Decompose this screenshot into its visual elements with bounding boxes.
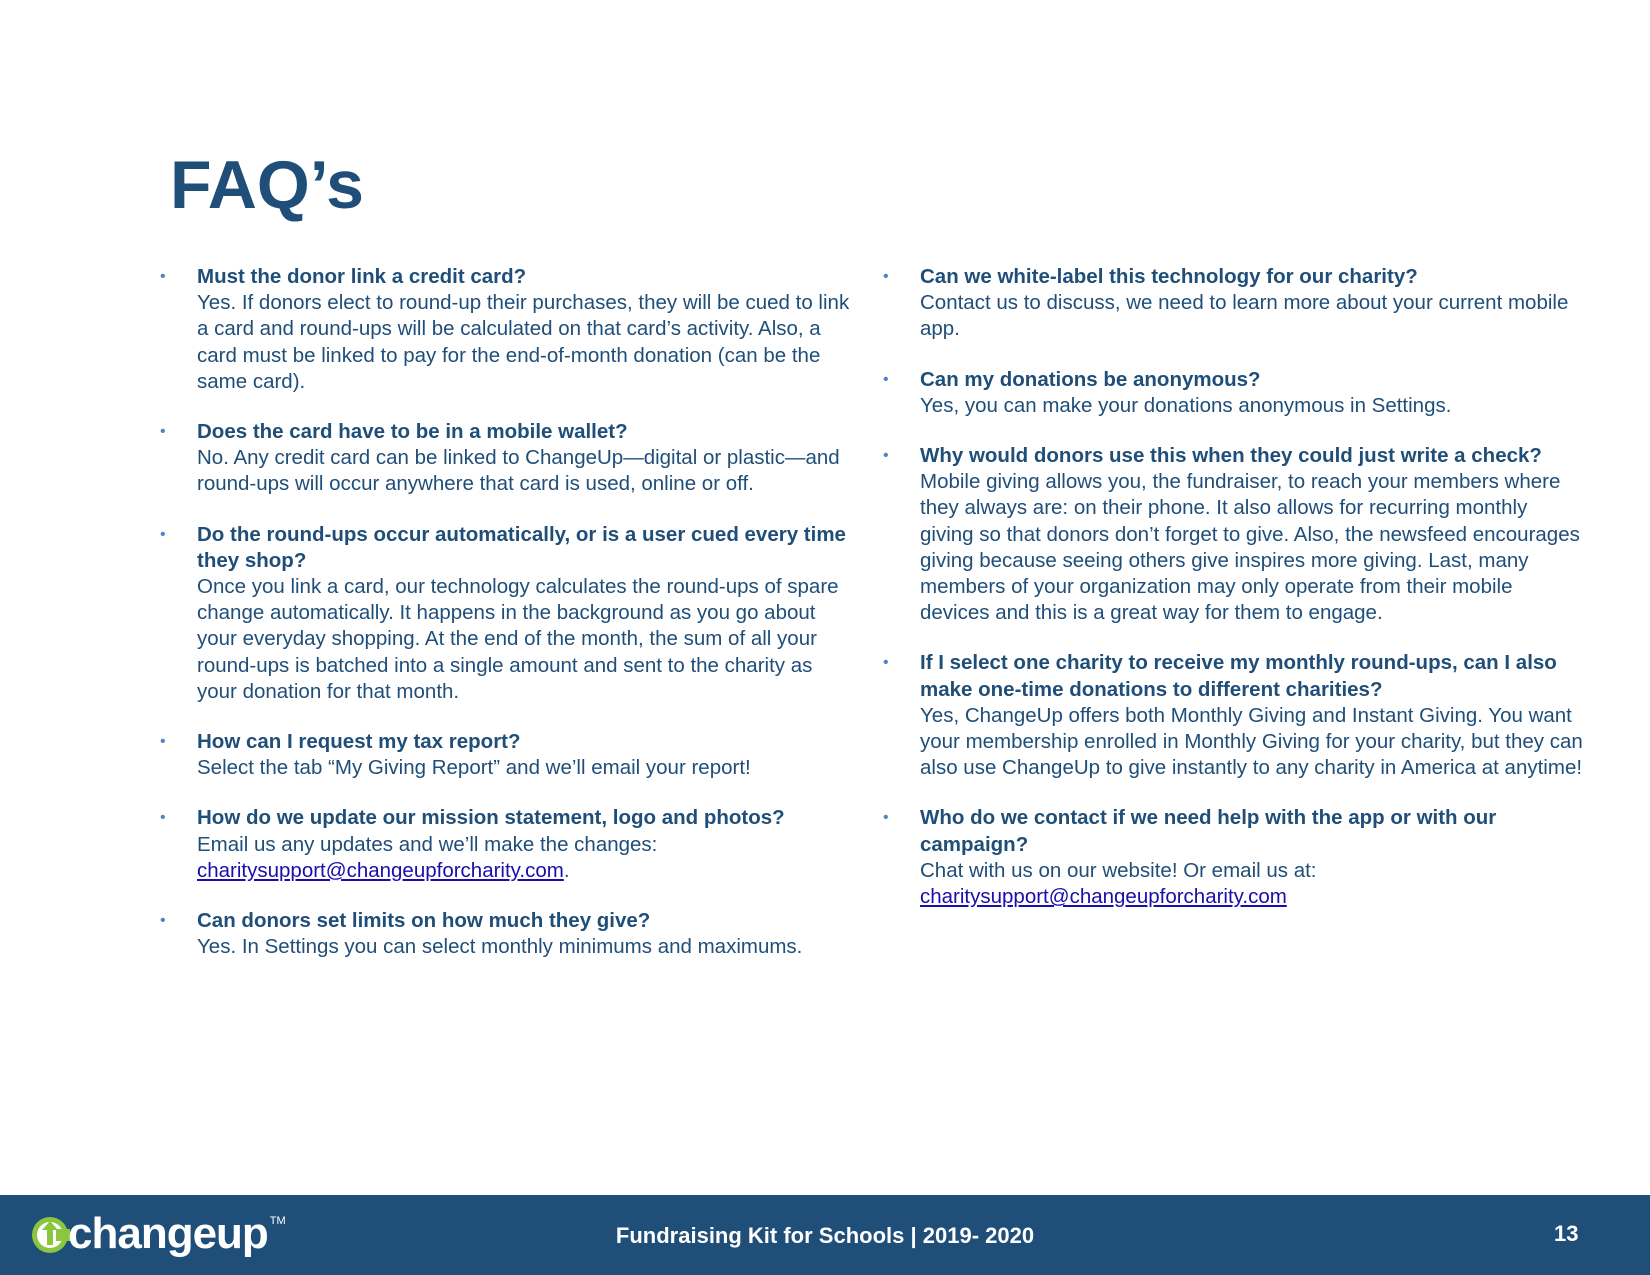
faq-item xyxy=(160,264,850,395)
faq-item xyxy=(160,805,850,884)
faq-item xyxy=(160,729,850,781)
bullet-icon: • xyxy=(883,809,889,827)
email-suffix: . xyxy=(563,858,570,882)
bullet-icon: • xyxy=(160,268,166,285)
footer-bar xyxy=(0,1195,1650,1275)
faq-item xyxy=(883,650,1583,781)
faq-question: Can we white-label this technology for our charity? xyxy=(920,265,1418,288)
faq-answer-text: Chat with us on our website! Or email us at: xyxy=(920,858,1317,882)
faq-answer: No. Any credit card can be linked to ChangeUp—digital or plastic—and round-ups will occur anywhere that card is used, online or off. xyxy=(197,446,840,496)
faq-column-left xyxy=(160,264,850,984)
faq-question: If I select one charity to receive my monthly round-ups, can I also make one-time donations to different charities? xyxy=(920,651,1557,701)
faq-item xyxy=(160,908,850,960)
faq-question: Does the card have to be in a mobile wallet? xyxy=(197,420,628,444)
bullet-icon: • xyxy=(160,423,166,441)
bullet-icon: • xyxy=(883,447,889,465)
footer-title xyxy=(0,1223,1650,1249)
faq-question: Who do we contact if we need help with the app or with our campaign? xyxy=(920,806,1497,856)
faq-answer: Yes, ChangeUp offers both Monthly Giving and Instant Giving. You want your membership enrolled in Monthly Giving for your charity, but they can also use ChangeUp to give instantly to any charity in America at anytime! xyxy=(920,703,1583,780)
faq-column-right xyxy=(883,264,1583,934)
faq-item xyxy=(883,367,1583,419)
faq-answer: Yes. If donors elect to round-up their purchases, they will be cued to link a card and round-ups will be calculated on that card’s activity. Also, a card must be linked to pay for the end-of-month donation (can be the same card). xyxy=(197,291,850,393)
faq-answer xyxy=(197,832,850,884)
bullet-icon: • xyxy=(160,809,166,827)
page-title: FAQ’s xyxy=(170,147,364,223)
faq-question: Why would donors use this when they could just write a check? xyxy=(920,444,1542,468)
faq-answer: Contact us to discuss, we need to learn more about your current mobile app. xyxy=(920,291,1569,341)
bullet-icon: • xyxy=(883,654,889,672)
faq-item xyxy=(160,522,850,705)
logo-trademark: TM xyxy=(269,1215,286,1227)
faq-answer: Select the tab “My Giving Report” and we’ll email your report! xyxy=(197,756,751,780)
logo-text: changeup xyxy=(68,1209,268,1258)
bullet-icon: • xyxy=(160,733,166,751)
faq-answer: Mobile giving allows you, the fundraiser, to reach your members where they always are: on their phone. It also allows for recurring monthly giving so that donors don’t forget to give. Also, the newsfeed encourages giving because seeing others give inspires more giving. Last, many members of your organization may only operate from their mobile devices and this is a great way for them to engage. xyxy=(920,470,1580,625)
support-email-link[interactable]: charitysupport@changeupforcharity.com xyxy=(197,858,564,882)
bullet-icon: • xyxy=(883,370,889,388)
faq-question: Can my donations be anonymous? xyxy=(920,367,1261,391)
faq-question: Must the donor link a credit card? xyxy=(197,265,527,288)
faq-question: Do the round-ups occur automatically, or is a user cued every time they shop? xyxy=(197,522,846,572)
faq-answer: Yes. In Settings you can select monthly minimums and maximums. xyxy=(197,935,803,959)
bullet-icon: • xyxy=(160,525,166,543)
faq-answer xyxy=(920,858,1583,910)
footer-title-text: Fundraising Kit for Schools | 2019- 2020 xyxy=(615,1223,1035,1248)
faq-question: How can I request my tax report? xyxy=(197,730,521,754)
bullet-icon: • xyxy=(883,268,889,285)
faq-question: How do we update our mission statement, logo and photos? xyxy=(197,806,785,830)
page-number: 13 xyxy=(1554,1221,1579,1246)
faq-item xyxy=(883,264,1583,343)
bullet-icon: • xyxy=(160,912,166,930)
support-email-link[interactable]: charitysupport@changeupforcharity.com xyxy=(920,885,1287,909)
faq-item xyxy=(883,443,1583,626)
faq-item xyxy=(883,805,1583,910)
faq-item xyxy=(160,419,850,498)
faq-question: Can donors set limits on how much they give? xyxy=(197,909,651,933)
faq-answer-text: Email us any updates and we’ll make the changes: xyxy=(197,832,658,856)
faq-answer: Once you link a card, our technology calculates the round-ups of spare change automatically. It happens in the background as you go about your everyday shopping. At the end of the month, the sum of all your round-ups is batched into a single amount and sent to the charity as your donation for that month. xyxy=(197,575,839,703)
faq-answer: Yes, you can make your donations anonymous in Settings. xyxy=(920,393,1452,417)
